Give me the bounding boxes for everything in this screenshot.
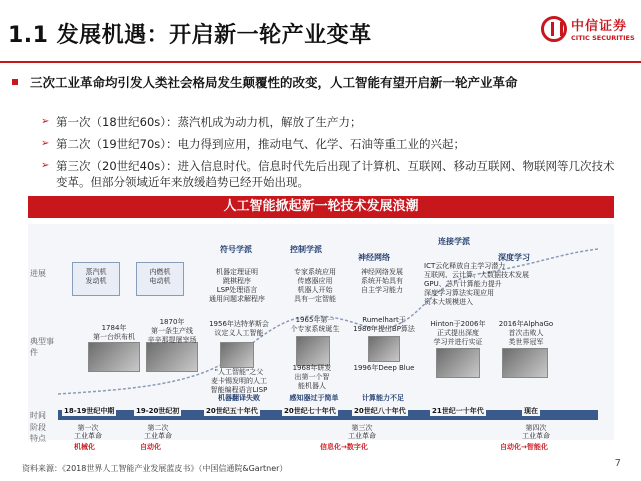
- progress-text-engine: 内燃机 电动机: [149, 268, 171, 285]
- timeline-segment: 20世纪八十年代: [354, 407, 406, 415]
- progress-text-steam: 蒸汽机 发动机: [85, 268, 107, 285]
- feature-digitalization: 信息化→数字化: [320, 443, 368, 451]
- era-label-deep: 深度学习: [498, 253, 530, 262]
- era-label-connection: 连接学派: [438, 237, 470, 246]
- row-label-progress: 进展: [30, 269, 46, 278]
- era-label-symbolic: 符号学派: [220, 245, 252, 254]
- sub-bullet-text: 第一次（18世纪60s）：蒸汽机成为动力机，解放了生产力；: [56, 115, 362, 129]
- phase-first: 第一次 工业革命: [74, 424, 102, 440]
- arrow-bullet-icon: ➢: [41, 160, 50, 171]
- page-title: 1.1 发展机遇：开启新一轮产业变革: [8, 23, 372, 48]
- setback-perceptron: 感知器过于简单: [289, 394, 339, 402]
- arrow-bullet-icon: ➢: [41, 116, 50, 127]
- citic-logo: [541, 12, 633, 52]
- event-text-rumelhart: Rumelhart于 1986年提出BP算法: [353, 316, 415, 333]
- row-label-feature: 特点: [30, 434, 46, 443]
- timeline-segment: 现在: [524, 407, 538, 415]
- feature-mechanization: 机械化: [74, 443, 95, 451]
- row-label-time: 时间: [30, 411, 46, 420]
- timeline-segment: 20世纪五十年代: [206, 407, 258, 415]
- timeline-segment: 19-20世纪初: [136, 407, 180, 415]
- setback-compute: 计算能力不足: [362, 394, 404, 402]
- sub-bullet-text: 第二次（19世纪70s）：电力得到应用，推动电气、化学、石油等重工业的兴起；: [56, 137, 466, 151]
- era-label-control: 控制学派: [290, 245, 322, 254]
- phase-second: 第二次 工业革命: [144, 424, 172, 440]
- timeline-segment: 18-19世纪中期: [64, 407, 115, 415]
- event-text-alphago: 2016年AlphaGo 首次击败人 类世界冠军: [498, 320, 554, 346]
- row-label-events: 典型事件: [30, 337, 54, 357]
- phase-fourth: 第四次 工业革命: [522, 424, 550, 440]
- event-photo-rumelhart: [368, 336, 400, 362]
- arrow-bullet-icon: ➢: [41, 138, 50, 149]
- sub-bullet-item: [41, 158, 616, 190]
- ai-timeline-diagram: [28, 224, 614, 443]
- progress-text-neural: 神经网络发展 系统开始具有 自主学习能力: [361, 268, 403, 294]
- feature-intelligence: 自动化→智能化: [500, 443, 548, 451]
- source-footnote: 资料来源：《2018世界人工智能产业发展蓝皮书》（中国信通院&Gartner）: [22, 464, 288, 473]
- event-text-expert: 1965年第一 个专家系统诞生: [290, 316, 340, 333]
- page-number: 7: [614, 458, 621, 469]
- event-photo-line: [146, 342, 198, 372]
- event-text-loom: 1784年 第一台织布机: [93, 324, 135, 341]
- sub-bullet-item: [41, 114, 616, 130]
- progress-text-symbolic: 机器定理证明 跳棋程序 LSP处理语言 通用问题求解程序: [209, 268, 265, 303]
- header-divider: [0, 61, 641, 63]
- setback-translation: 机器翻译失败: [218, 394, 260, 402]
- main-bullet-text: 三次工业革命均引发人类社会格局发生颠覆性的改变，人工智能有望开启新一轮产业革命: [30, 75, 518, 90]
- phase-third: 第三次 工业革命: [348, 424, 376, 440]
- timeline-segment: 20世纪七十年代: [284, 407, 336, 415]
- event-text-lisp: "人工智能"之父 麦卡锡发明的人工 智能编程语言LISP: [210, 368, 268, 394]
- feature-automation: 自动化: [140, 443, 161, 451]
- square-bullet-icon: [12, 79, 18, 85]
- event-text-deepblue: 1996年Deep Blue: [353, 364, 415, 372]
- event-photo-dartmouth: [220, 342, 254, 368]
- sub-bullet-text: 第三次（20世纪40s）：进入信息时代。信息时代先后出现了计算机、互联网、移动互联网、物联网等几次技术变革。但部分领域近年来放缓趋势已经开始出现。: [56, 159, 615, 189]
- citic-logo-icon: [541, 16, 567, 42]
- event-text-robot: 1968年研发 出第一个智 能机器人: [292, 364, 332, 390]
- event-text-dartmouth: 1956年达特茅斯会 议定义人工智能: [209, 320, 269, 337]
- row-label-phase: 阶段: [30, 423, 46, 432]
- progress-text-control: 专家系统应用 传感器应用 机器人开始 具有一定智能: [294, 268, 336, 303]
- diagram-banner: 人工智能掀起新一轮技术发展浪潮: [28, 196, 614, 218]
- sub-bullet-list: [41, 114, 616, 196]
- event-photo-loom: [88, 342, 140, 372]
- progress-text-deep: ICT云化释放自主学习潜力 互联网、云计算、大数据技术发展 GPU、芯片计算能力提升 深度学习算法实现应用 资本大规模进入: [424, 262, 529, 306]
- sub-bullet-item: [41, 136, 616, 152]
- event-text-hinton: Hinton于2006年 正式提出深度 学习并进行实证: [430, 320, 486, 346]
- timeline-segment: 21世纪一十年代: [432, 407, 484, 415]
- logo-en-text: CITIC SECURITIES: [571, 34, 635, 42]
- event-photo-hinton: [436, 348, 480, 378]
- event-text-line: 1870年 第一条生产线 辛辛那提屠宰场: [147, 318, 197, 344]
- main-bullet: [30, 74, 620, 91]
- logo-cn-text: 中信证券: [571, 19, 628, 34]
- event-photo-alphago: [502, 348, 548, 378]
- event-photo-expert: [296, 336, 330, 366]
- era-label-neural: 神经网络: [358, 253, 390, 262]
